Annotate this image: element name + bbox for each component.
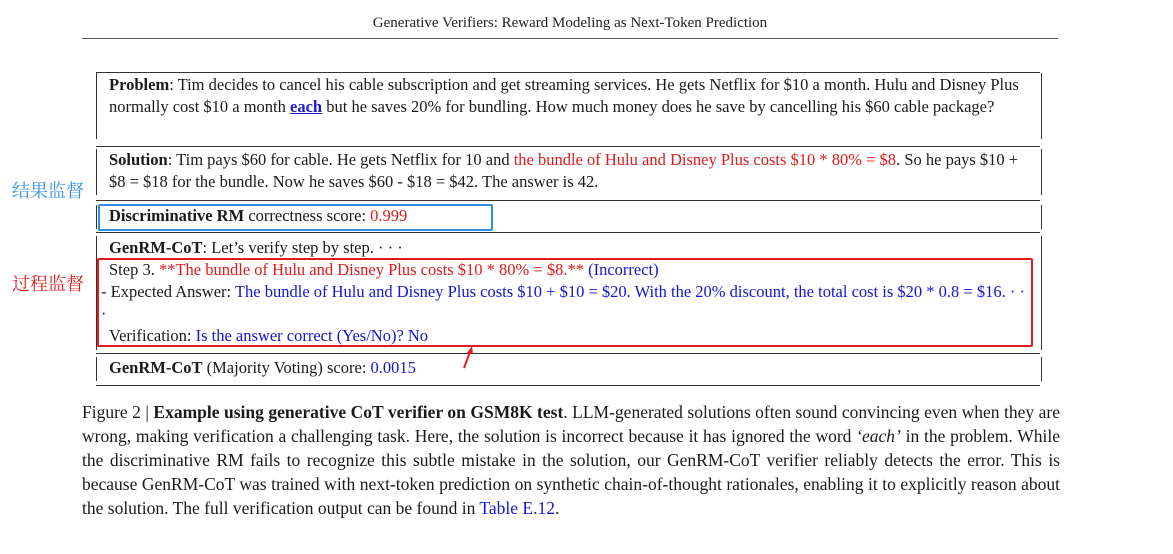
caption-text2: in the problem. While the discriminative RM fails to recognize this subtle mistake in the solution, our GenRM-CoT verifier reliably detects the error. This is because GenRM-CoT was trained with next-token prediction on synthetic chain-of-thought rationales, enabling it to explicitly reason about the solution. The full verification output can be found in [82, 426, 1060, 518]
rule-bottom [96, 385, 1040, 386]
genrm-step-text: **The bundle of Hulu and Disney Plus costs $10 * 80% = $8.** [158, 260, 584, 279]
rule-disc-top [96, 200, 1040, 201]
genrm-intro-line [109, 237, 1029, 259]
outcome-supervision-label: 结果监督 [12, 181, 84, 202]
caption-fig: Figure 2 | [82, 402, 154, 422]
rule-disc-bottom [96, 232, 1040, 233]
majority-label: GenRM-CoT [109, 358, 203, 377]
genrm-expected-text: The bundle of Hulu and Disney Plus costs $10 + $10 = $20. With the 20% discount, the total cost is $20 * 0.8 = $16. · · · [101, 282, 1025, 323]
genrm-label: GenRM-CoT [109, 238, 203, 257]
process-supervision-box [97, 258, 1033, 347]
problem-text-before: : Tim decides to cancel his cable subscription and get streaming services. He gets Netflix for $10 a month. Hulu and Disney Plus normally cost $10 a month [109, 75, 1019, 116]
genrm-expected-label: - Expected Answer: [101, 282, 235, 301]
majority-score: 0.0015 [370, 358, 416, 377]
majority-text: (Majority Voting) score: [202, 358, 371, 377]
caption-text: . LLM-generated solutions often sound convincing even when they are wrong, making verification a challenging task. Here, the solution is incorrect because it has ignored the word [82, 402, 1060, 446]
problem-highlight: each [290, 97, 323, 116]
caption-bold: Example using generative CoT verifier on GSM8K test [153, 402, 564, 422]
problem-panel [96, 73, 1042, 139]
rule-solution-top [96, 146, 1040, 147]
caption-table-link[interactable]: Table E.12 [479, 498, 555, 518]
genrm-verification-text: Is the answer correct (Yes/No)? No [195, 326, 429, 345]
discriminative-label: Discriminative RM [109, 206, 245, 225]
genrm-verification-label: Verification: [109, 326, 196, 345]
arrow-icon [458, 344, 478, 372]
problem-label: Problem [109, 75, 170, 94]
solution-text-before: : Tim pays $60 for cable. He gets Netflix for 10 and [167, 150, 514, 169]
solution-panel [96, 149, 1042, 195]
figure-caption [82, 400, 1060, 520]
running-header: Generative Verifiers: Reward Modeling as Next-Token Prediction [372, 15, 768, 31]
solution-text-after: . So he pays $10 + $8 = $18 for the bundle. Now he saves $60 - $18 = $42. The answer is 42. [109, 150, 1019, 191]
discriminative-score: 0.999 [370, 206, 408, 225]
solution-error-text: the bundle of Hulu and Disney Plus costs $10 * 80% = $8 [513, 150, 897, 169]
majority-panel [96, 357, 1042, 381]
genrm-step-status: (Incorrect) [583, 260, 659, 279]
genrm-step-label: Step 3. [109, 260, 159, 279]
caption-word: ‘each’ [856, 426, 901, 446]
rule-majority-top [96, 353, 1040, 354]
process-supervision-label: 过程监督 [12, 274, 84, 295]
discriminative-text: correctness score: [244, 206, 371, 225]
caption-end: . [554, 498, 560, 518]
problem-text-after: but he saves 20% for bundling. How much money does he save by cancelling his $60 cable package? [322, 97, 995, 116]
outcome-supervision-box [98, 204, 493, 231]
genrm-intro: : Let’s verify step by step. · · · [202, 238, 403, 257]
solution-label: Solution [109, 150, 168, 169]
header-rule [82, 38, 1058, 39]
